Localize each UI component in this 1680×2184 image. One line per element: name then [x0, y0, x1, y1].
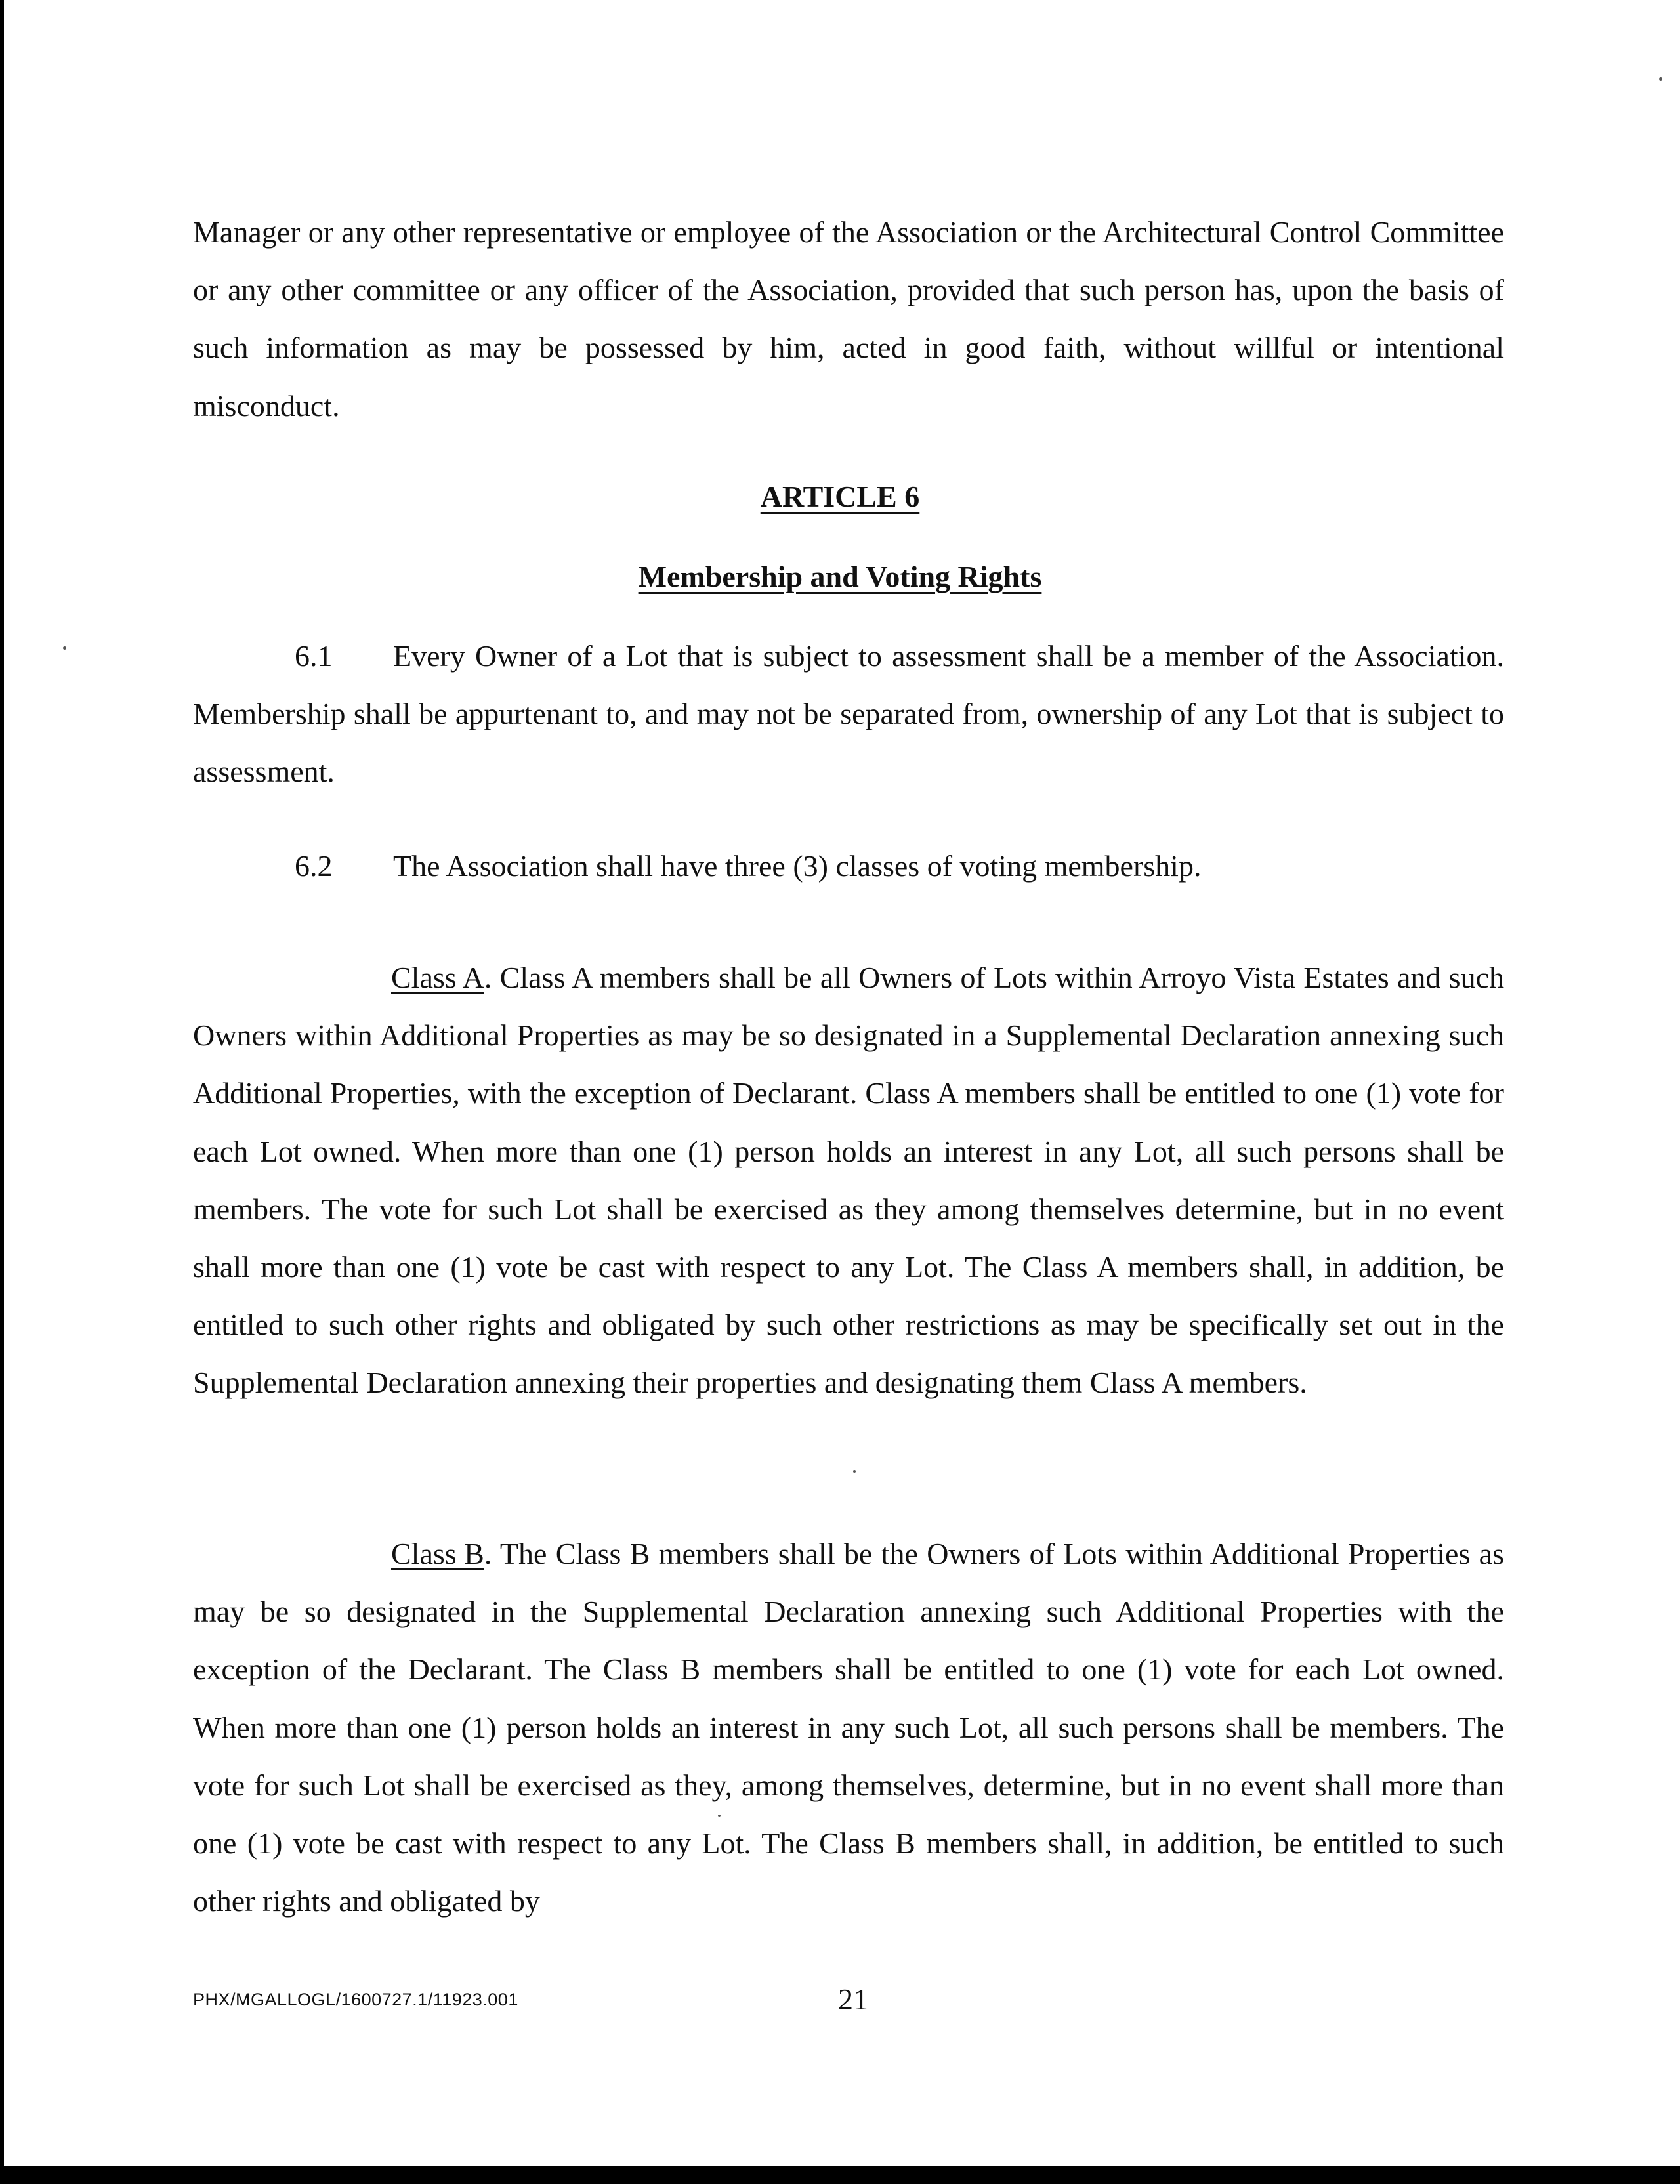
class-b-text: The Class B members shall be the Owners of Lots within Additional Properties as may be so designated in the Supplemental Declaration annexing such Additional Properties with the exception of the Declarant. The Class B members shall be entitled to one (1) vote for each Lot owned. When more than one (1) person holds an interest in any such Lot, all such persons shall be members. The vote for such Lot shall be exercised as they, among themselves, determine, but in no event shall more than one (1) vote be cast with respect to any Lot. The Class B members shall, in addition, be entitled to such other rights and obligated by [193, 1537, 1505, 1918]
scan-speck [853, 1470, 856, 1473]
class-label-period: . [484, 961, 500, 994]
footer-document-id: PHX/MGALLOGL/1600727.1/11923.001 [193, 1990, 518, 2009]
class-b-paragraph [193, 1525, 1504, 1930]
scan-speck [63, 646, 66, 650]
class-label-period: . [484, 1537, 500, 1570]
section-number: 6.2 [295, 849, 333, 883]
article-subtitle: Membership and Voting Rights [638, 560, 1042, 593]
section-number: 6.1 [295, 639, 333, 673]
scan-speck [1659, 77, 1662, 81]
scan-border-left [0, 0, 4, 2184]
section-6-2 [193, 837, 1504, 895]
section-text: Every Owner of a Lot that is subject to assessment shall be a member of the Association. Membership shall be appurtenant to, and may not be separated from, ownership of any Lot that is subject to assessment. [193, 639, 1504, 789]
page-number: 21 [838, 1983, 868, 2016]
continued-paragraph: Manager or any other representative or employee of the Association or the Architectural Control Committee or any other committee or any officer of the Association, provided that such person has, upon the basis of such information as may be possessed by him, acted in good faith, without willful or intentional misconduct. [193, 215, 1504, 423]
section-6-1 [193, 627, 1504, 801]
scan-border-bottom [0, 2166, 1680, 2184]
class-a-text: Class A members shall be all Owners of Lots within Arroyo Vista Estates and such Owners within Additional Properties as may be so designated in a Supplemental Declaration annexing such Additional Properties, with the exception of Declarant. Class A members shall be entitled to one (1) vote for each Lot owned. When more than one (1) person holds an interest in any Lot, all such persons shall be members. The vote for such Lot shall be exercised as they among themselves determine, but in no event shall more than one (1) vote be cast with respect to any Lot. The Class A members shall, in addition, be entitled to such other rights and obligated by such other restrictions as may be specifically set out in the Supplemental Declaration annexing their properties and designating them Class A members. [193, 961, 1504, 1400]
class-a-label: Class A [391, 961, 484, 994]
section-text: The Association shall have three (3) classes of voting membership. [393, 849, 1202, 883]
class-a-paragraph [193, 949, 1504, 1412]
article-title: ARTICLE 6 [760, 480, 920, 513]
class-b-label: Class B [391, 1537, 484, 1570]
